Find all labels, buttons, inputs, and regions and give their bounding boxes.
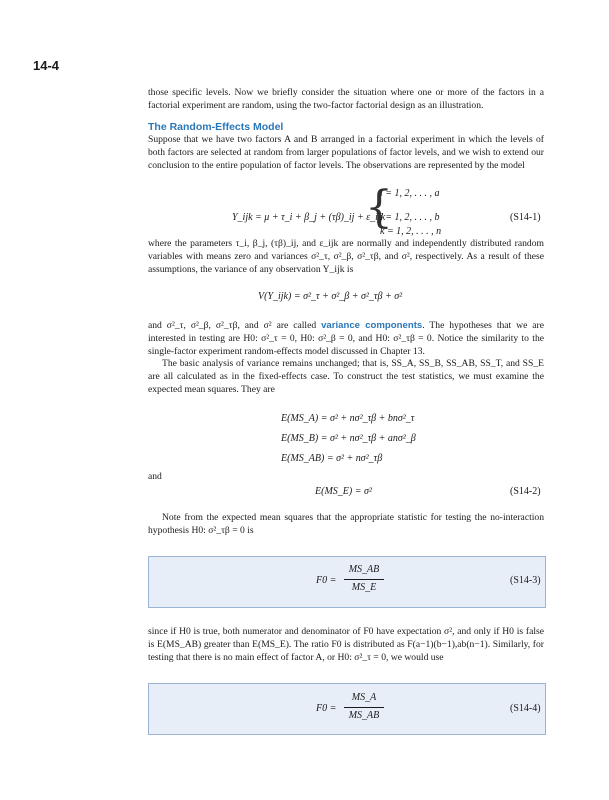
model-equation: Y_ijk = μ + τ_i + β_j + (τβ)_ij + ε_ijk [232, 212, 386, 223]
f0-label-s14-4: F0 = [316, 703, 337, 714]
numerator-s14-4: MS_A [351, 692, 377, 703]
ems-ab: E(MS_AB) = σ² + nσ²_τβ [281, 453, 383, 464]
para4-text-start: and σ²_τ, σ²_β, σ²_τβ, and σ² are called [148, 320, 322, 331]
paragraph-f-distribution: since if H0 is true, both numerator and denominator of F0 have expectation σ², and only if H0 is false is E(MS_AB) greater than E(MS_E). The ratio F0 is distributed as F(a−1)(b−1),ab(n−1). Similarly, for testing that there is no main effect of factor A, or H0: σ²_τ = 0, we would use [148, 626, 544, 664]
f0-label-s14-3: F0 = [316, 575, 337, 586]
page-number: 14-4 [33, 58, 60, 73]
paragraph-intro: those specific levels. Now we briefly consider the situation where one or more of the factors in a factorial experiment are random, using the two-factor factorial design as an illustration. [148, 87, 544, 112]
para4-text-end: . The hypotheses that we are interested in testing are H0: σ²_τ = 0, H0: σ²_β = 0, and H0: σ²_τβ = 0. Notice the similarity to the single-factor experiment random-effects model discussed in Chapter 13. [148, 320, 544, 358]
brace-symbol: { [365, 182, 393, 233]
equation-label-s14-1: (S14-1) [510, 212, 541, 223]
range-i: i = 1, 2, . . . , a [380, 188, 440, 199]
section-heading: The Random-Effects Model [148, 121, 284, 133]
paragraph-variance-components [148, 319, 544, 358]
variance-equation: V(Y_ijk) = σ²_τ + σ²_β + σ²_τβ + σ² [258, 291, 403, 302]
fraction-line-s14-3 [344, 579, 384, 580]
equation-label-s14-3: (S14-3) [510, 575, 541, 586]
ems-e: E(MS_E) = σ² [315, 486, 372, 497]
ems-b: E(MS_B) = σ² + nσ²_τβ + anσ²_β [281, 433, 416, 444]
and-label: and [148, 471, 162, 482]
equation-box-s14-4 [148, 683, 546, 735]
range-j: j = 1, 2, . . . , b [380, 212, 440, 223]
denominator-s14-3: MS_E [351, 582, 377, 593]
numerator-s14-3: MS_AB [348, 564, 380, 575]
fraction-line-s14-4 [344, 707, 384, 708]
range-k: k = 1, 2, . . . , n [380, 226, 442, 237]
equation-label-s14-4: (S14-4) [510, 703, 541, 714]
denominator-s14-4: MS_AB [348, 710, 380, 721]
paragraph-model-intro: Suppose that we have two factors A and B arranged in a factorial experiment in which the levels of both factors are selected at random from larger populations of factor levels, and we wish to extend our conclusion to the entire population of factor levels. The observations are represented by the model [148, 134, 544, 172]
paragraph-anova: The basic analysis of variance remains unchanged; that is, SS_A, SS_B, SS_AB, SS_T, and SS_E are all calculated as in the fixed-effects case. To construct the test statistics, we must examine the expected mean squares. They are [148, 358, 544, 396]
paragraph-parameters: where the parameters τ_i, β_j, (τβ)_ij, and ε_ijk are normally and independently distributed random variables with means zero and variances σ²_τ, σ²_β, σ²_τβ, and σ², respectively. As a result of these assumptions, the variance of any observation Y_ijk is [148, 238, 544, 276]
paragraph-interaction-test: Note from the expected mean squares that the appropriate statistic for testing the no-interaction hypothesis H0: σ²_τβ = 0 is [148, 512, 544, 537]
ems-a: E(MS_A) = σ² + nσ²_τβ + bnσ²_τ [281, 413, 415, 424]
keyword-variance-components: variance components [321, 320, 423, 331]
equation-label-s14-2: (S14-2) [510, 486, 541, 497]
